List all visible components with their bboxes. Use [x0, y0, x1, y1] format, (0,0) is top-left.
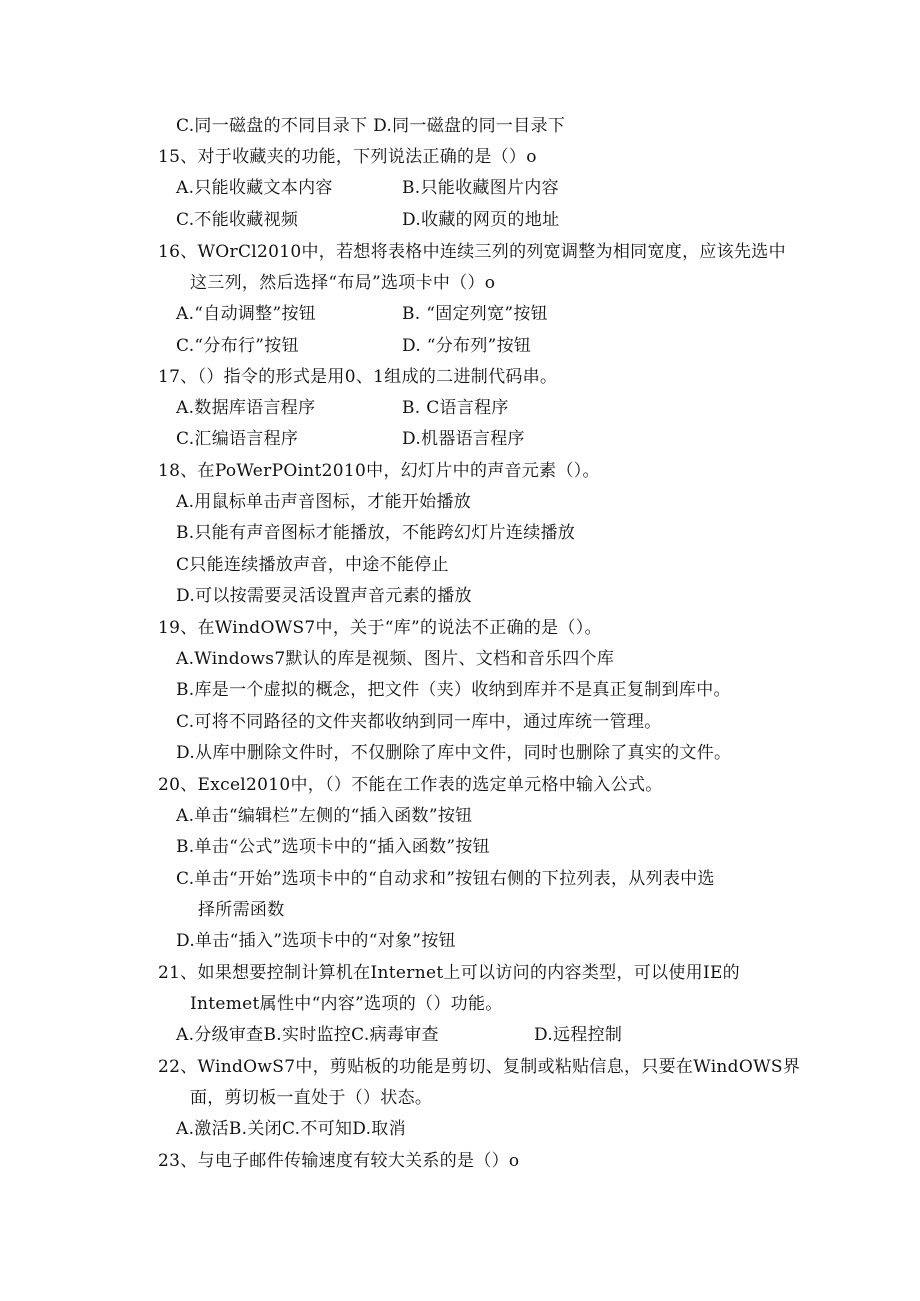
- option-19b: B.库是一个虚拟的概念，把文件（夹）收纳到库并不是真正复制到库中。: [176, 680, 731, 700]
- question-18: 18、在PoWerPOint2010中，幻灯片中的声音元素（）。: [158, 461, 600, 481]
- option-20b: B.单击“公式”选项卡中的“插入函数”按钮: [176, 837, 490, 857]
- question-15: 15、对于收藏夹的功能，下列说法正确的是（）o: [158, 147, 537, 167]
- option-18b: B.只能有声音图标才能播放，不能跨幻灯片连续播放: [176, 523, 576, 543]
- question-16: 16、WOrCl2010中，若想将表格中连续三列的列宽调整为相同宽度，应该先选中: [158, 242, 786, 262]
- option-18d: D.可以按需要灵活设置声音元素的播放: [176, 586, 472, 606]
- question-17: 17、（）指令的形式是用0、1组成的二进制代码串。: [158, 367, 558, 387]
- option-15c: C.不能收藏视频: [176, 210, 299, 230]
- option-17a: A.数据库语言程序: [176, 398, 316, 418]
- option-16d: D. “分布列”按钮: [402, 336, 532, 356]
- option-17c: C.汇编语言程序: [176, 429, 299, 449]
- option-line-14cd: C.同一磁盘的不同目录下 D.同一磁盘的同一目录下: [176, 116, 566, 136]
- option-21abc: A.分级审查B.实时监控C.病毒审查: [176, 1025, 439, 1045]
- option-19a: A.Windows7默认的库是视频、图片、文档和音乐四个库: [176, 649, 615, 669]
- option-16b: B. “固定列宽”按钮: [402, 304, 548, 324]
- option-20a: A.单击“编辑栏”左侧的“插入函数”按钮: [176, 806, 473, 826]
- question-21-cont: Intemet属性中“内容”选项的（）功能。: [190, 994, 503, 1014]
- question-19: 19、在WindOWS7中，关于“库”的说法不正确的是（）。: [158, 618, 602, 638]
- option-17d: D.机器语言程序: [402, 429, 525, 449]
- option-16c: C.“分布行”按钮: [176, 336, 299, 356]
- option-19c: C.可将不同路径的文件夹都收纳到同一库中，通过库统一管理。: [176, 712, 662, 732]
- option-15a: A.只能收藏文本内容: [176, 178, 333, 198]
- option-18c: C只能连续播放声音，中途不能停止: [176, 555, 449, 575]
- question-20: 20、Excel2010中，（）不能在工作表的选定单元格中输入公式。: [158, 775, 663, 795]
- option-15b: B.只能收藏图片内容: [402, 178, 559, 198]
- option-17b: B. C语言程序: [402, 398, 509, 418]
- option-19d: D.从库中删除文件时，不仅删除了库中文件，同时也删除了真实的文件。: [176, 743, 732, 763]
- question-16-cont: 这三列，然后选择“布局”选项卡中（）o: [190, 273, 496, 293]
- question-22-cont: 面，剪切板一直处于（）状态。: [190, 1088, 433, 1108]
- question-21: 21、如果想要控制计算机在Internet上可以访问的内容类型，可以使用IE的: [158, 963, 740, 983]
- option-20d: D.单击“插入”选项卡中的“对象”按钮: [176, 931, 456, 951]
- option-20c-cont: 择所需函数: [198, 900, 285, 920]
- option-15d: D.收藏的网页的地址: [402, 210, 560, 230]
- option-20c: C.单击“开始”选项卡中的“自动求和”按钮右侧的下拉列表，从列表中选: [176, 869, 715, 889]
- option-18a: A.用鼠标单击声音图标，才能开始播放: [176, 492, 472, 512]
- option-16a: A.“自动调整”按钮: [176, 304, 317, 324]
- question-23: 23、与电子邮件传输速度有较大关系的是（）o: [158, 1151, 520, 1171]
- question-22: 22、WindOwS7中，剪贴板的功能是剪切、复制或粘贴信息，只要在WindOWS界: [158, 1057, 801, 1077]
- option-21d: D.远程控制: [534, 1025, 623, 1045]
- option-22: A.激活B.关闭C.不可知D.取消: [176, 1119, 406, 1139]
